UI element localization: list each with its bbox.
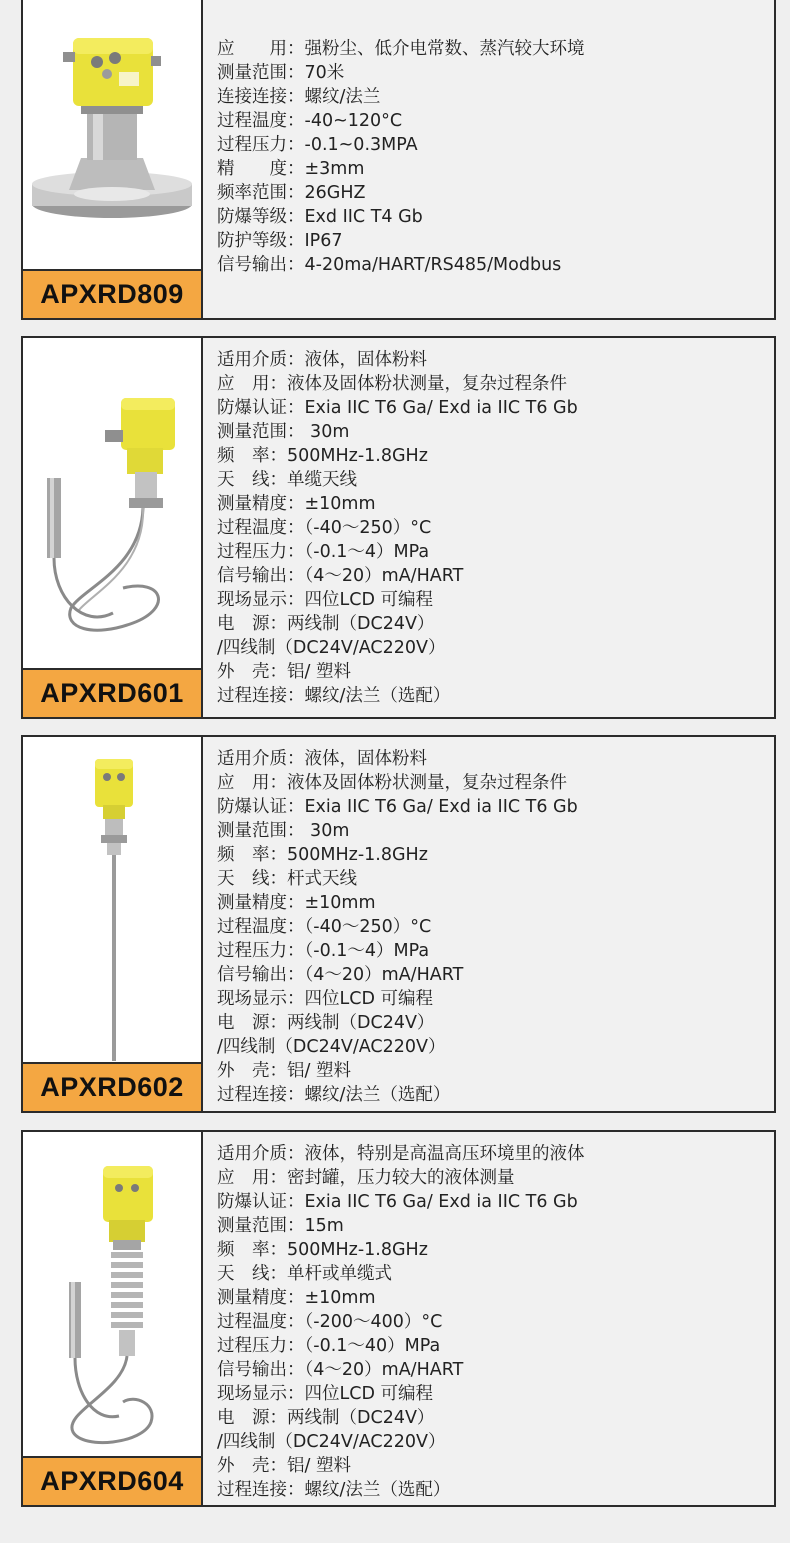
spec-line: /四线制（DC24V/AC220V） — [217, 1432, 446, 1452]
spec-line: 频 率：500MHz-1.8GHz — [217, 446, 428, 466]
spec-line: 信号输出：（4～20）mA/HART — [217, 566, 464, 586]
spec-line: 现场显示：四位LCD 可编程 — [217, 1384, 434, 1404]
model-label: APXRD601 — [23, 668, 201, 717]
spec-line: 应 用：强粉尘、低介电常数、蒸汽较大环境 — [217, 39, 585, 59]
spec-line: 精 度：±3mm — [217, 159, 365, 179]
spec-line: 电 源：两线制（DC24V） — [217, 1408, 435, 1428]
spec-line: /四线制（DC24V/AC220V） — [217, 638, 446, 658]
model-label: APXRD604 — [23, 1456, 201, 1505]
spec-line: 过程温度：（-200～400）°C — [217, 1312, 443, 1332]
spec-line: 频率范围：26GHZ — [217, 183, 366, 203]
spec-line: 天 线：杆式天线 — [217, 869, 357, 889]
spec-line: 电 源：两线制（DC24V） — [217, 614, 435, 634]
spec-line: 过程压力：（-0.1～4）MPa — [217, 941, 430, 961]
spec-list — [217, 747, 766, 1107]
spec-line: 防爆认证：Exia IIC T6 Ga/ Exd ia IIC T6 Gb — [217, 1192, 578, 1212]
spec-line: 测量范围：15m — [217, 1216, 344, 1236]
spec-line: 测量精度：±10mm — [217, 1288, 376, 1308]
spec-line: 过程压力：-0.1~0.3MPA — [217, 135, 418, 155]
spec-line: 适用介质：液体，固体粉料 — [217, 350, 427, 370]
spec-list — [217, 37, 766, 277]
spec-line: 防护等级：IP67 — [217, 231, 343, 251]
spec-line: 适用介质：液体，固体粉料 — [217, 749, 427, 769]
spec-line: 应 用：液体及固体粉状测量，复杂过程条件 — [217, 773, 567, 793]
spec-line: 测量精度：±10mm — [217, 893, 376, 913]
spec-line: 应 用：密封罐，压力较大的液体测量 — [217, 1168, 515, 1188]
product-image-panel — [23, 737, 203, 1111]
spec-line: 频 率：500MHz-1.8GHz — [217, 1240, 428, 1260]
spec-line: 频 率：500MHz-1.8GHz — [217, 845, 428, 865]
product-card-apxrd809 — [21, 0, 776, 320]
high-temp-cable-radar-level-meter-icon — [23, 1132, 201, 1457]
spec-line: 测量精度：±10mm — [217, 494, 376, 514]
product-card-apxrd602 — [21, 735, 776, 1113]
spec-line: 测量范围：70米 — [217, 63, 345, 83]
spec-list — [217, 1142, 766, 1502]
spec-line: /四线制（DC24V/AC220V） — [217, 1037, 446, 1057]
spec-line: 防爆认证：Exia IIC T6 Ga/ Exd ia IIC T6 Gb — [217, 797, 578, 817]
product-card-apxrd601 — [21, 336, 776, 719]
model-label: APXRD602 — [23, 1062, 201, 1111]
spec-line: 过程压力：（-0.1～40）MPa — [217, 1336, 441, 1356]
spec-line: 测量范围： 30m — [217, 821, 350, 841]
product-card-apxrd604 — [21, 1130, 776, 1507]
spec-line: 过程连接：螺纹/法兰（选配） — [217, 1480, 451, 1500]
spec-line: 适用介质：液体，特别是高温高压环境里的液体 — [217, 1144, 585, 1164]
product-image-panel — [23, 0, 203, 318]
spec-line: 外 壳：铝/ 塑料 — [217, 662, 351, 682]
spec-line: 过程温度：（-40～250）°C — [217, 917, 432, 937]
horn-radar-level-meter-icon — [23, 8, 201, 268]
spec-line: 过程压力：（-0.1～4）MPa — [217, 542, 430, 562]
spec-line: 信号输出：（4～20）mA/HART — [217, 1360, 464, 1380]
spec-line: 过程连接：螺纹/法兰（选配） — [217, 1085, 451, 1105]
spec-line: 外 壳：铝/ 塑料 — [217, 1061, 351, 1081]
spec-line: 测量范围： 30m — [217, 422, 350, 442]
product-image-panel — [23, 338, 203, 717]
spec-line: 防爆认证：Exia IIC T6 Ga/ Exd ia IIC T6 Gb — [217, 398, 578, 418]
spec-line: 过程温度：（-40～250）°C — [217, 518, 432, 538]
spec-line: 应 用：液体及固体粉状测量，复杂过程条件 — [217, 374, 567, 394]
spec-line: 电 源：两线制（DC24V） — [217, 1013, 435, 1033]
spec-line: 外 壳：铝/ 塑料 — [217, 1456, 351, 1476]
spec-line: 过程连接：螺纹/法兰（选配） — [217, 686, 451, 706]
spec-list — [217, 348, 766, 708]
model-label: APXRD809 — [23, 269, 201, 318]
spec-line: 防爆等级：Exd IIC T4 Gb — [217, 207, 423, 227]
spec-line: 连接连接：螺纹/法兰 — [217, 87, 381, 107]
spec-line: 现场显示：四位LCD 可编程 — [217, 590, 434, 610]
spec-line: 现场显示：四位LCD 可编程 — [217, 989, 434, 1009]
spec-line: 天 线：单缆天线 — [217, 470, 357, 490]
rod-antenna-radar-level-meter-icon — [23, 737, 201, 1062]
cable-antenna-radar-level-meter-icon — [23, 338, 201, 668]
spec-line: 信号输出：（4～20）mA/HART — [217, 965, 464, 985]
product-image-panel — [23, 1132, 203, 1505]
spec-line: 信号输出：4-20ma/HART/RS485/Modbus — [217, 255, 562, 275]
spec-line: 过程温度：-40~120°C — [217, 111, 403, 131]
spec-line: 天 线：单杆或单缆式 — [217, 1264, 392, 1284]
